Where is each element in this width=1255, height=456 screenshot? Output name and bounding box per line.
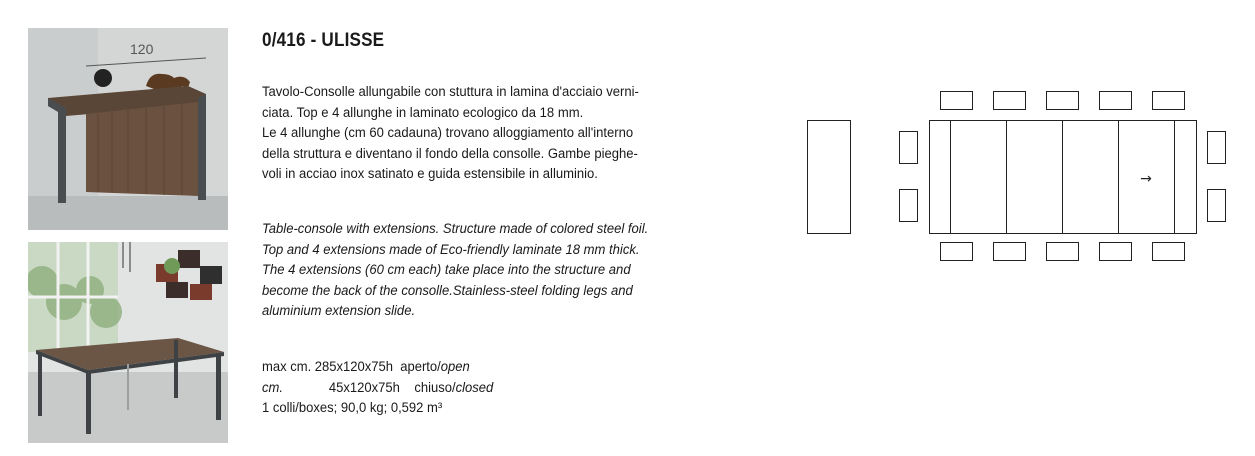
chair [1047, 243, 1079, 261]
console-closed-illustration [28, 28, 228, 230]
chair [1153, 243, 1185, 261]
spec-open-label: max cm. [262, 358, 312, 374]
chair [1047, 92, 1079, 110]
chair [900, 132, 918, 164]
chair [1208, 190, 1226, 222]
chair [1208, 132, 1226, 164]
chair [1100, 92, 1132, 110]
chair [994, 243, 1026, 261]
seating-plan-diagram [800, 82, 1230, 267]
desc-line: ciata. Top e 4 allunghe in laminato ecologico da 18 mm. [262, 104, 584, 121]
desc-line: aluminium extension slide. [262, 303, 416, 319]
desc-line: The 4 extensions (60 cm each) take place into the structure and [262, 262, 631, 278]
chair [1100, 243, 1132, 261]
description-english [262, 219, 704, 322]
desc-line: Table-console with extensions. Structure made of colored steel foil. [262, 221, 649, 237]
spec-open-en: open [440, 358, 470, 374]
arrow-right-icon: → [1140, 171, 1152, 187]
desc-line: voli in acciao inox satinato e guida estensibile in alluminio. [262, 166, 598, 182]
spec-closed-en: closed [455, 378, 494, 395]
desc-line: Le 4 allunghe (cm 60 cadauna) trovano alloggiamento all'interno [262, 125, 634, 141]
chair [941, 243, 973, 261]
spec-open [262, 356, 493, 377]
dimension-label: 120 [130, 41, 154, 57]
console-back-panel [86, 102, 198, 196]
spec-open-dims: 285x120x75h [314, 358, 393, 374]
closed-console-outline [808, 121, 851, 234]
product-photo-open [28, 242, 228, 443]
chair [941, 92, 973, 110]
spec-closed [262, 377, 493, 398]
spec-closed-it: chiuso/ [414, 378, 456, 395]
console-leg-right [198, 94, 206, 200]
desc-line: become the back of the consolle.Stainless-steel folding legs and [262, 282, 633, 299]
desc-line: Top and 4 extensions made of Eco-friendly laminate 18 mm thick. [262, 241, 640, 258]
product-specs [262, 356, 493, 418]
table-open-illustration [28, 242, 228, 443]
product-photo-closed [28, 28, 228, 230]
spec-shipping: 1 colli/boxes; 90,0 kg; 0,592 m³ [262, 399, 443, 415]
chair [1153, 92, 1185, 110]
description-italian [262, 82, 704, 185]
product-title: 0/416 - ULISSE [262, 30, 385, 51]
decor-ball [94, 69, 112, 87]
desc-line: della struttura e diventano il fondo della consolle. Gambe pieghe- [262, 145, 638, 162]
spec-open-it: aperto/ [400, 358, 441, 374]
table-leg [38, 352, 42, 416]
spec-closed-label: cm. [262, 378, 283, 395]
chair [900, 190, 918, 222]
desc-line: Tavolo-Consolle allungabile con stuttura in lamina d'acciaio verni- [262, 84, 639, 100]
chair [994, 92, 1026, 110]
spec-closed-dims: 45x120x75h [328, 378, 400, 395]
